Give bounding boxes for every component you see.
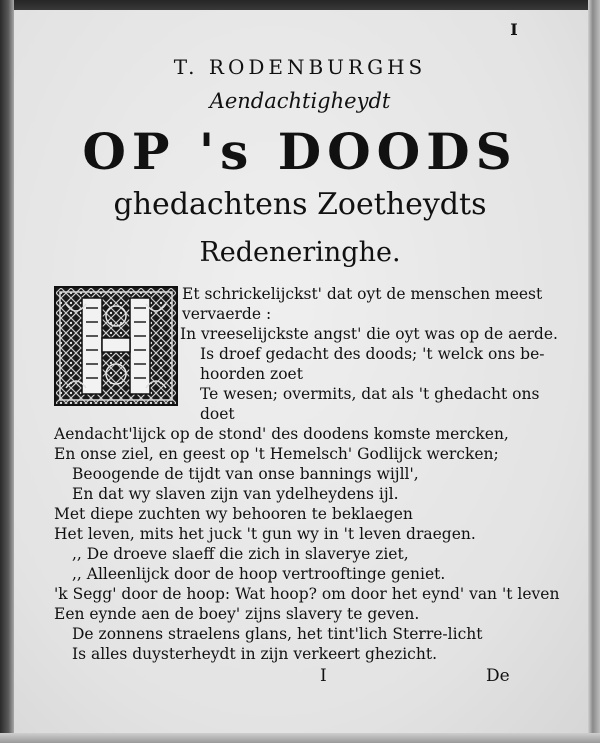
title-line-3: Redeneringhe. <box>199 237 401 268</box>
poem-line: En onse ziel, en geest op 't Hemelsch' Godlijck wercken; <box>54 445 499 463</box>
poem-line: ,, Alleenlijck door de hoop vertrooftinge geniet. <box>72 565 446 583</box>
title-line-2: ghedachtens Zoetheydts <box>113 187 487 222</box>
signature-mark: I <box>320 666 327 686</box>
poem-line: ,, De droeve slaeff die zich in slaverye ziet, <box>72 545 409 563</box>
poem-line: In vreeselijckste angst' die oyt was op de aerde. <box>180 325 558 343</box>
ornament-graphic <box>56 288 176 404</box>
author-heading: T. RODENBURGHS <box>173 55 427 79</box>
poem-line: doet <box>200 405 235 423</box>
poem-line: Met diepe zuchten wy behooren te beklaegen <box>54 505 413 523</box>
ornamental-initial-icon <box>54 286 178 406</box>
main-title: OP 's DOODS <box>82 122 518 181</box>
poem-line: De zonnens straelens glans, het tint'lich Sterre-licht <box>72 625 483 643</box>
poem-line: Te wesen; overmits, dat als 't ghedacht ons <box>200 385 540 403</box>
poem-line: En dat wy slaven zijn van ydelheydens ijl. <box>72 485 399 503</box>
poem-line: hoorden zoet <box>200 365 303 383</box>
catchword: De <box>486 666 510 686</box>
subtitle-heading: Aendachtigheydt <box>209 89 391 113</box>
poem-line: Et schrickelijckst' dat oyt de menschen meest <box>182 285 543 303</box>
poem-line: Een eynde aen de boey' zijns slavery te geven. <box>54 605 420 623</box>
bottom-page-edge <box>0 733 600 743</box>
poem-line: Beoogende de tijdt van onse bannings wijll', <box>72 465 419 483</box>
poem-line: Aendacht'lijck op de stond' des doodens komste mercken, <box>54 425 509 443</box>
poem-line: Is alles duysterheydt in zijn verkeert ghezicht. <box>72 645 437 663</box>
poem-line: 'k Segg' door de hoop: Wat hoop? om door het eynd' van 't leven <box>54 585 560 603</box>
corner-mark: I <box>510 20 518 39</box>
poem-line: Is droef gedacht des doods; 't welck ons be- <box>200 345 545 363</box>
poem-line: vervaerde : <box>182 305 272 323</box>
poem-line: Het leven, mits het juck 't gun wy in 't leven draegen. <box>54 525 476 543</box>
